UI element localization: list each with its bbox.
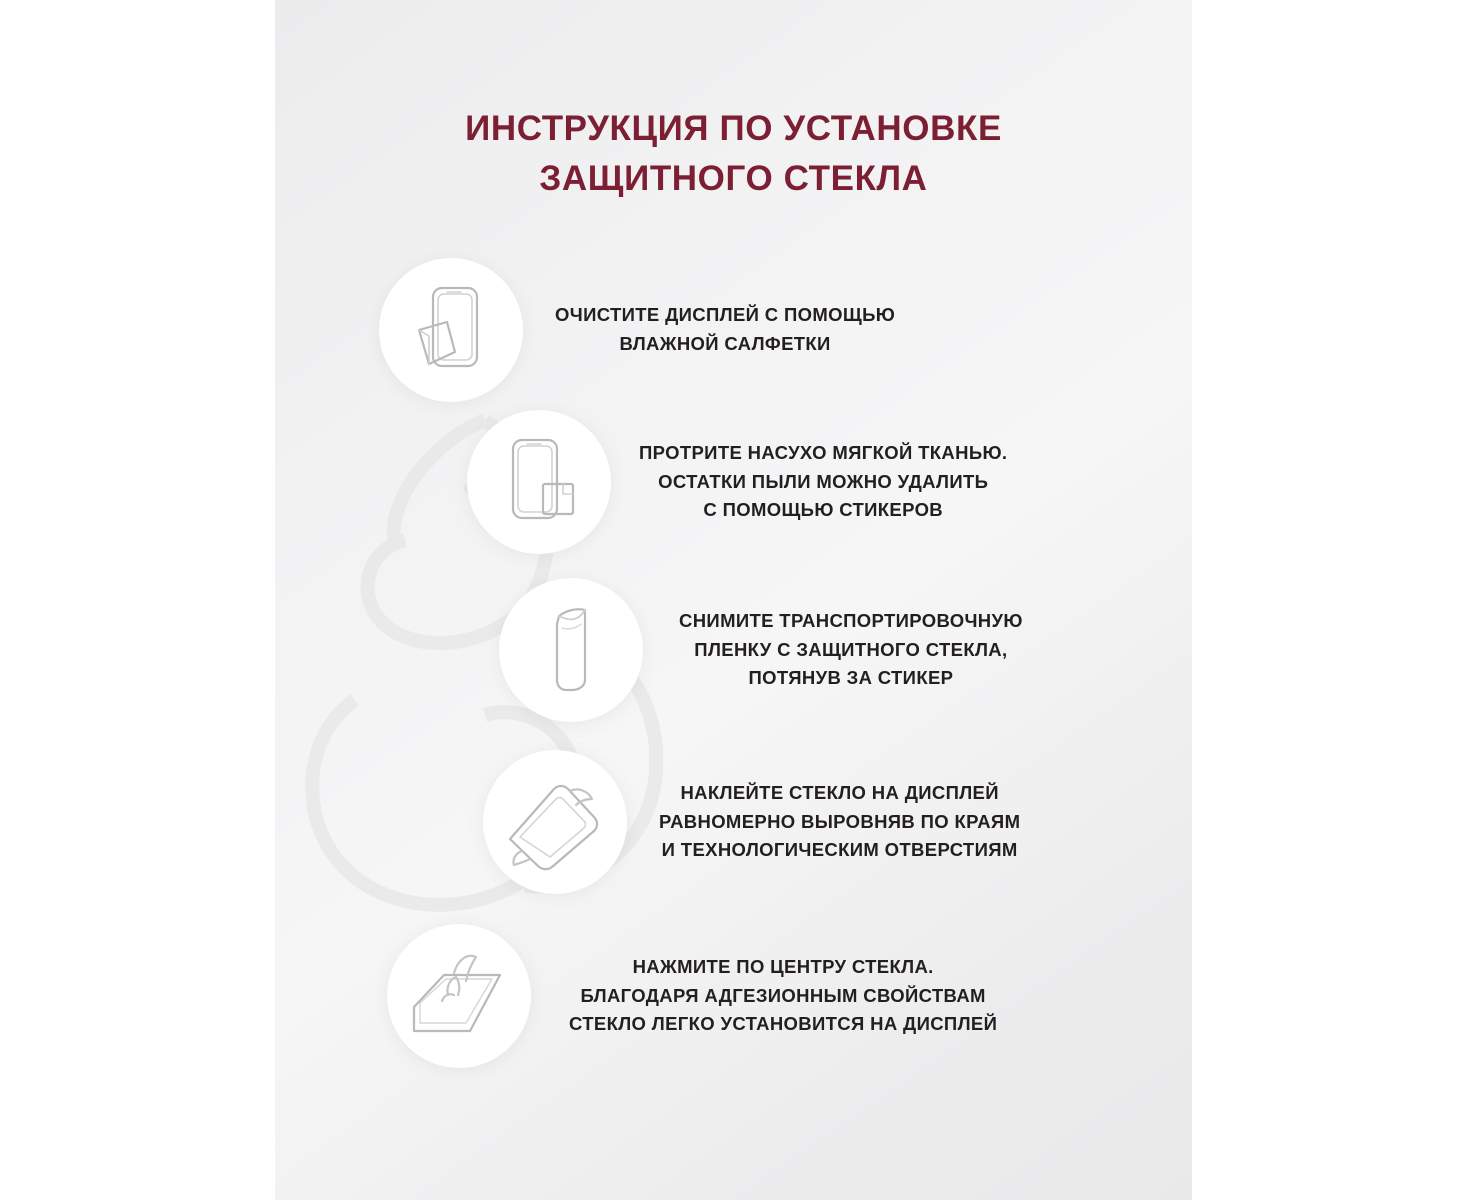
step-item <box>275 750 1192 894</box>
phone-with-wet-wipe-icon <box>399 278 503 382</box>
step-3-line-2: ПЛЕНКУ С ЗАЩИТНОГО СТЕКЛА, <box>694 638 1008 660</box>
step-3-line-1: СНИМИТЕ ТРАНСПОРТИРОВОЧНУЮ <box>679 609 1023 631</box>
step-item <box>275 258 1192 402</box>
step-5-line-1: НАЖМИТЕ ПО ЦЕНТРУ СТЕКЛА. <box>632 955 934 977</box>
step-item <box>275 924 1192 1068</box>
step-2-icon-bubble <box>467 410 611 554</box>
step-4-line-1: НАКЛЕЙТЕ СТЕКЛО НА ДИСПЛЕЙ <box>680 781 999 803</box>
step-2-line-3: С ПОМОЩЬЮ СТИКЕРОВ <box>703 499 944 521</box>
instruction-poster <box>275 0 1192 1200</box>
page-title-line-1: ИНСТРУКЦИЯ ПО УСТАНОВКЕ <box>465 109 1002 148</box>
step-4-line-2: РАВНОМЕРНО ВЫРОВНЯВ ПО КРАЯМ <box>659 810 1021 832</box>
phone-with-cloth-sticker-icon <box>487 430 591 534</box>
step-5-icon-bubble <box>387 924 531 1068</box>
step-1-icon-bubble <box>379 258 523 402</box>
step-5-line-2: БЛАГОДАРЯ АДГЕЗИОННЫМ СВОЙСТВАМ <box>580 984 986 1006</box>
page-title-line-2: ЗАЩИТНОГО СТЕКЛА <box>539 158 928 198</box>
step-item <box>275 410 1192 554</box>
steps-list <box>275 258 1192 1068</box>
step-4-text <box>659 779 1020 865</box>
step-2-line-2: ОСТАТКИ ПЫЛИ МОЖНО УДАЛИТЬ <box>658 470 989 492</box>
step-3-icon-bubble <box>499 578 643 722</box>
step-1-line-2: ВЛАЖНОЙ САЛФЕТКИ <box>619 333 831 354</box>
step-3-line-3: ПОТЯНУВ ЗА СТИКЕР <box>748 667 954 689</box>
step-3-text <box>679 607 1023 693</box>
step-5-text <box>569 953 997 1039</box>
step-1-line-1: ОЧИСТИТЕ ДИСПЛЕЙ С ПОМОЩЬЮ <box>555 304 896 326</box>
press-center-of-glass-icon <box>402 939 516 1053</box>
apply-glass-to-display-icon <box>498 765 612 879</box>
peeling-film-icon <box>519 598 623 702</box>
step-4-icon-bubble <box>483 750 627 894</box>
step-item <box>275 578 1192 722</box>
step-5-line-3: СТЕКЛО ЛЕГКО УСТАНОВИТСЯ НА ДИСПЛЕЙ <box>569 1013 998 1035</box>
step-2-line-1: ПРОТРИТЕ НАСУХО МЯГКОЙ ТКАНЬЮ. <box>639 441 1008 463</box>
step-2-text <box>639 439 1007 525</box>
step-1-text <box>555 301 895 358</box>
step-4-line-3: И ТЕХНОЛОГИЧЕСКИМ ОТВЕРСТИЯМ <box>661 839 1018 861</box>
page-title <box>275 104 1192 203</box>
